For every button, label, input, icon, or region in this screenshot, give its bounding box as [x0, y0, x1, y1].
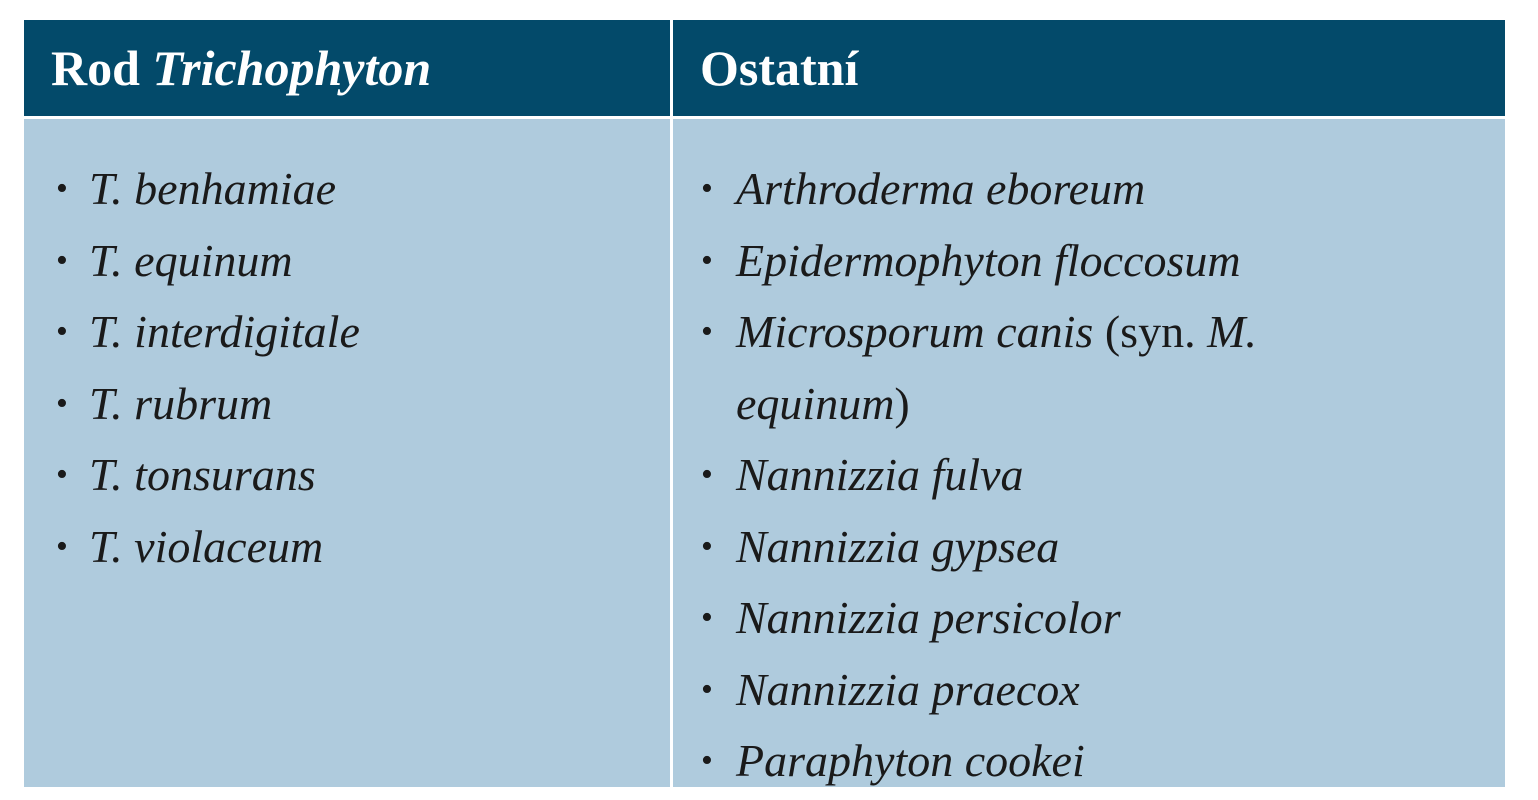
bullet: •	[701, 456, 713, 493]
species-table	[24, 20, 1502, 784]
bullet: •	[56, 313, 68, 350]
other-species-list	[673, 153, 1505, 787]
synonym-prefix: (syn.	[1104, 306, 1196, 357]
bullet: •	[56, 456, 68, 493]
bullet: •	[701, 313, 713, 350]
list-item	[673, 654, 1505, 726]
species-name: Nannizzia gypsea	[736, 520, 1060, 572]
list-item	[24, 368, 670, 440]
species-name: T. equinum	[89, 234, 293, 286]
species-name: Epidermophyton floccosum	[736, 234, 1241, 286]
bullet: •	[701, 170, 713, 207]
species-name: T. benhamiae	[89, 163, 337, 214]
list-item	[673, 582, 1505, 654]
column-trichophyton	[24, 119, 670, 787]
list-item	[673, 225, 1505, 297]
synonym-genus: M.	[1207, 306, 1257, 357]
species-name: Nannizzia praecox	[736, 663, 1080, 715]
header-left-genus: Trichophyton	[152, 40, 432, 96]
species-name: T. interdigitale	[89, 306, 360, 357]
list-item	[673, 153, 1505, 225]
bullet: •	[701, 670, 713, 708]
header-left	[24, 20, 670, 116]
bullet: •	[701, 527, 713, 565]
list-item	[24, 439, 670, 511]
bullet: •	[701, 742, 713, 779]
column-other	[673, 119, 1505, 787]
species-name: Paraphyton cookei	[736, 735, 1085, 786]
header-right-label: Ostatní	[700, 40, 859, 96]
species-name: Nannizzia fulva	[736, 449, 1024, 500]
species-name: T. rubrum	[89, 377, 273, 429]
header-left-prefix: Rod	[51, 40, 140, 96]
bullet: •	[56, 384, 68, 422]
bullet: •	[56, 527, 68, 565]
list-item	[24, 225, 670, 297]
bullet: •	[56, 170, 68, 207]
list-item	[673, 511, 1505, 583]
bullet: •	[701, 241, 713, 279]
species-name: T. tonsurans	[89, 449, 316, 500]
header-right	[673, 20, 1505, 116]
species-name: T. violaceum	[89, 520, 324, 572]
list-item	[24, 511, 670, 583]
synonym-close: )	[894, 377, 910, 429]
bullet: •	[56, 241, 68, 279]
list-item	[673, 439, 1505, 511]
bullet: •	[701, 599, 713, 636]
synonym-species: equinum	[736, 377, 895, 429]
list-item	[673, 725, 1505, 787]
species-name: Nannizzia persicolor	[736, 592, 1121, 643]
list-item	[673, 296, 1505, 439]
species-name: Arthroderma eboreum	[736, 163, 1146, 214]
species-name: Microsporum canis	[736, 306, 1094, 357]
trichophyton-list	[24, 153, 670, 582]
list-item	[24, 153, 670, 225]
list-item	[24, 296, 670, 368]
